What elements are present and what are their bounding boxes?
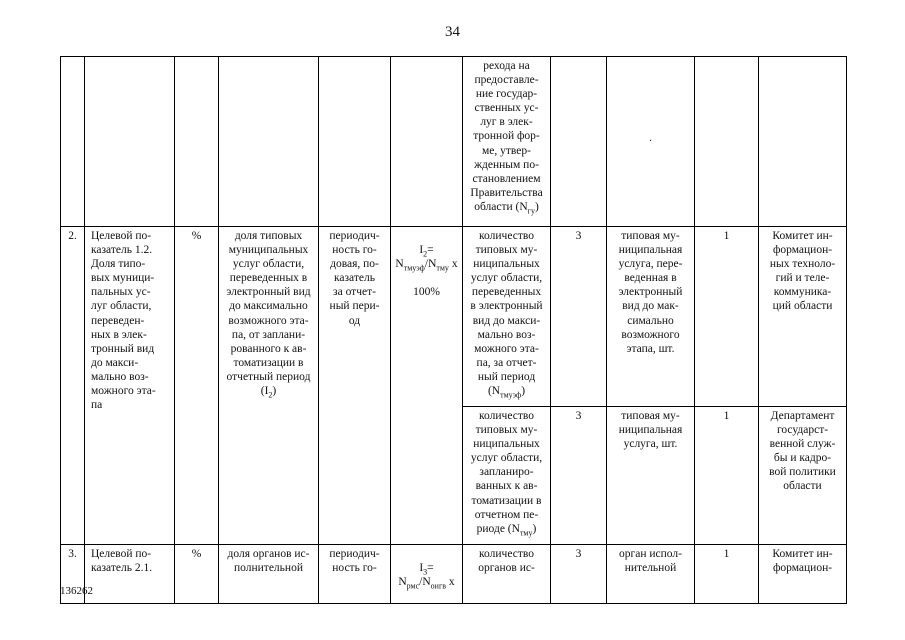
cell-definition: доля органов ис- полнительной: [219, 545, 319, 604]
cell-empty: [759, 57, 847, 227]
cell-unit: %: [175, 545, 219, 604]
cell-collection-code: 3: [551, 407, 607, 545]
cell-empty: [61, 57, 85, 227]
table-row: [61, 545, 847, 604]
cell-indicator-name: Целевой по- казатель 1.2. Доля типо- вых муници- пальных ус- луг области, переведен- ных в элек- тронный вид до макси- мально воз- можного эта- па: [85, 227, 175, 545]
cell-empty: [391, 57, 463, 227]
cell-value: 1: [695, 227, 759, 407]
cell-periodicity: периодич- ность го- довая, по- казатель за отчет- ный пери- од: [319, 227, 391, 545]
cell-responsible: Комитет ин- формацион-: [759, 545, 847, 604]
cell-responsible: Департамент государст- венной служ- бы и кадро- вой политики области: [759, 407, 847, 545]
cell-collection-code: 3: [551, 545, 607, 604]
page-number: 34: [445, 24, 460, 40]
cell-data-source: рехода на предоставле- ние государ- ственных ус- луг в элек- тронной фор- ме, утвер- жденным по- становлением Правительства области $(N_{гу})$: [463, 57, 551, 227]
cell-value: 1: [695, 407, 759, 545]
cell-unit: %: [175, 227, 219, 545]
table-row: [61, 227, 847, 407]
cell-empty: [219, 57, 319, 227]
cell-data-source: количество органов ис-: [463, 545, 551, 604]
cell-object: типовая му- ниципальная услуга, шт.: [607, 407, 695, 545]
cell-periodicity: периодич- ность го-: [319, 545, 391, 604]
cell-data-source: количество типовых му- ниципальных услуг области, переведенных в электронный вид до макси- мально воз- можного эта- па, за отчет- ный период $(N_{тмуэф})$: [463, 227, 551, 407]
cell-empty: [319, 57, 391, 227]
cell-empty: [551, 57, 607, 227]
cell-value: 1: [695, 545, 759, 604]
cell-object: орган испол- нительной: [607, 545, 695, 604]
cell-empty: [175, 57, 219, 227]
stray-mark: .: [649, 132, 652, 144]
cell-indicator-name: Целевой по- казатель 2.1.: [85, 545, 175, 604]
table-row: [61, 57, 847, 227]
cell-row-number: 3.: [61, 545, 85, 604]
cell-formula: $I_3=$ $N_{рмс}/N_{оигв}$ x: [391, 545, 463, 604]
cell-empty: [607, 57, 695, 227]
document-code: 136262: [60, 585, 93, 597]
cell-empty: [695, 57, 759, 227]
cell-collection-code: 3: [551, 227, 607, 407]
cell-row-number: 2.: [61, 227, 85, 545]
cell-empty: [85, 57, 175, 227]
cell-responsible: Комитет ин- формацион- ных техноло- гий и теле- коммуника- ций области: [759, 227, 847, 407]
cell-definition: доля типовых муниципальных услуг области, переведенных в электронный вид до максимально возможного эта- па, от заплани- рованного к ав- томатизации в отчетный период $(I_2)$: [219, 227, 319, 545]
cell-formula: $I_2=$ $N_{тмуэф}/N_{тму}$ x 100%: [391, 227, 463, 545]
cell-data-source: количество типовых му- ниципальных услуг области, запланиро- ванных к ав- томатизации в отчетном пе- риоде $(N_{тму})$: [463, 407, 551, 545]
indicator-table: [60, 56, 847, 604]
cell-object: типовая му- ниципальная услуга, пере- веденная в электронный вид до мак- симально возможного этапа, шт.: [607, 227, 695, 407]
